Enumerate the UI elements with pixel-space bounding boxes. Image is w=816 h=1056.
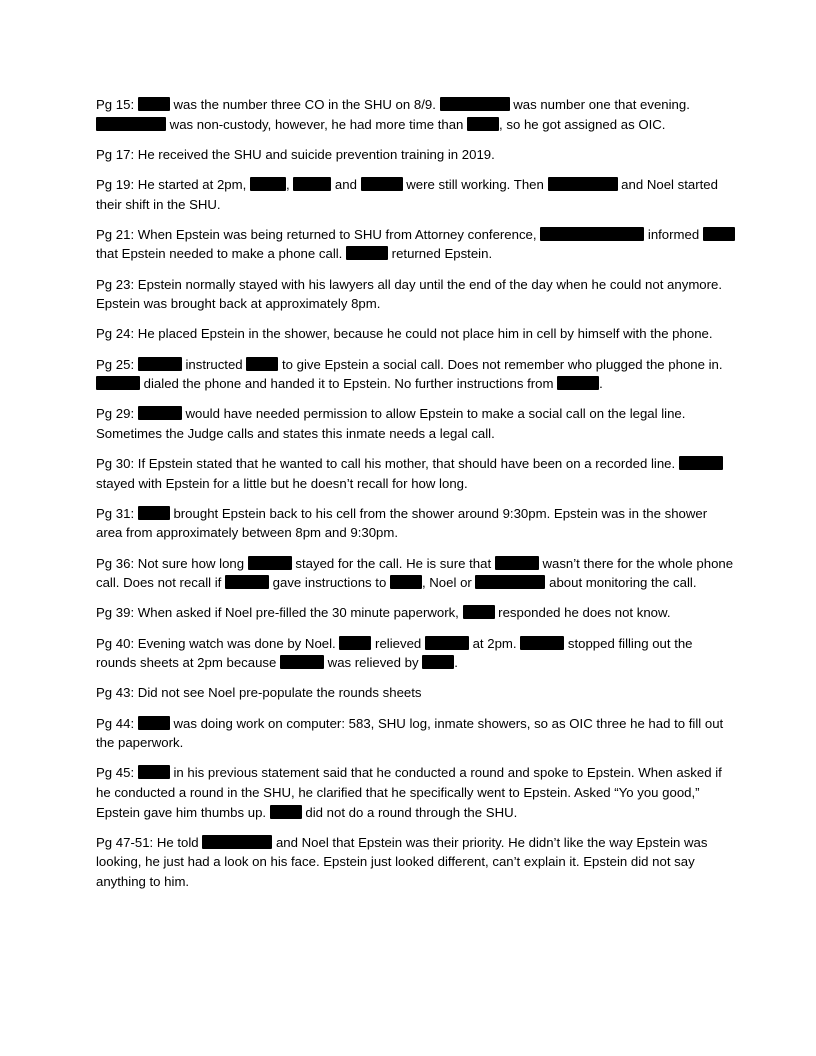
paragraph-pg21 [96,225,736,264]
redaction-box [495,556,539,570]
paragraph-text: was the number three CO in the SHU on 8/9. [169,97,440,112]
redaction-box [679,456,723,470]
paragraph-pg23 [96,275,736,314]
redaction-box [339,636,371,650]
paragraph-pg31 [96,504,736,543]
redaction-box [250,177,286,191]
paragraph-text: stopped filling out the rounds sheets at 2pm because [96,635,693,671]
paragraph-text: , [285,176,294,192]
paragraph-text: that Epstein needed to make a phone call. [96,246,347,262]
paragraph-text: Pg 44: [96,715,138,731]
paragraph-text: informed [644,226,703,242]
paragraph-text: Pg 17: He received the SHU and suicide prevention training in 2019. [96,146,495,162]
redaction-box [703,227,735,241]
redaction-box [540,227,644,241]
paragraph-text: Pg 40: Evening watch was done by Noel. [96,635,340,651]
redaction-box [463,605,495,619]
paragraph-text: stayed with Epstein for a little but he doesn’t recall for how long. [96,475,468,491]
paragraph-text: . [454,655,458,671]
redaction-box [138,716,170,730]
paragraph-pg29 [96,404,736,443]
paragraph-text: about monitoring the call. [545,575,697,591]
paragraph-text: Pg 15: [96,97,138,112]
redaction-box [361,177,403,191]
redaction-box [557,376,599,390]
paragraph-text: Pg 31: [96,505,138,521]
paragraph-text: , so he got assigned as OIC. [499,116,666,132]
paragraph-text: Pg 43: Did not see Noel pre-populate the rounds sheets [96,685,422,701]
paragraph-text: , Noel or [421,575,476,591]
paragraph-pg39 [96,603,736,623]
paragraph-text: relieved [371,635,425,651]
paragraph-text: Pg 47-51: He told [96,834,203,850]
paragraph-pg40 [96,634,736,673]
redaction-box [467,117,499,131]
paragraph-text: in his previous statement said that he conducted a round and spoke to Epstein. When asked if he conducted a round in the SHU, he clarified that he specifically went to Epstein. Asked “Yo you good,” Epstein gave him thumbs up. [96,765,722,820]
paragraph-pg24 [96,324,736,344]
paragraph-pg25 [96,355,736,394]
paragraph-text: brought Epstein back to his cell from the shower around 9:30pm. Epstein was in the shower area from approximately between 8pm and 9:30pm. [96,505,708,541]
paragraph-pg15 [96,95,736,134]
paragraph-text: Pg 21: When Epstein was being returned to SHU from Attorney conference, [96,226,541,242]
paragraph-pg17 [96,145,736,165]
paragraph-text: stayed for the call. He is sure that [291,555,495,571]
paragraph-text: to give Epstein a social call. Does not remember who plugged the phone in. [278,356,723,372]
redaction-box [225,575,269,589]
paragraph-text: would have needed permission to allow Epstein to make a social call on the legal line. Sometimes the Judge calls and states this inmate needs a legal call. [96,406,686,441]
paragraph-text: and [331,176,361,192]
redaction-box [246,357,278,371]
paragraph-text: Pg 36: Not sure how long [96,555,248,571]
redaction-box [346,246,388,260]
paragraph-text: Pg 30: If Epstein stated that he wanted to call his mother, that should have been on a recorded line. [96,456,679,472]
redaction-box [520,636,564,650]
paragraph-text: Pg 39: When asked if Noel pre-filled the 30 minute paperwork, [96,605,463,621]
redaction-box [280,655,324,669]
redaction-box [138,357,182,371]
paragraph-text: did not do a round through the SHU. [301,804,518,820]
paragraph-text: Pg 24: He placed Epstein in the shower, because he could not place him in cell by himself with the phone. [96,326,713,342]
paragraph-text: dialed the phone and handed it to Epstein. No further instructions from [140,376,558,392]
paragraph-pg43 [96,683,736,703]
paragraph-text: Pg 29: [96,406,138,422]
document-page [96,95,736,902]
paragraph-text: returned Epstein. [388,246,493,262]
paragraph-text: instructed [181,356,247,372]
paragraph-text: and Noel started their shift in the SHU. [96,176,718,212]
paragraph-text: Pg 25: [96,356,138,372]
paragraph-text: were still working. Then [402,176,548,192]
paragraph-text: Pg 19: He started at 2pm, [96,176,250,192]
redaction-box [138,765,170,779]
paragraph-text: gave instructions to [269,575,390,591]
redaction-box [390,575,422,589]
redaction-box [270,805,302,819]
redaction-box [138,406,182,420]
paragraph-text: . [599,376,603,392]
redaction-box [138,506,170,520]
redaction-box [422,655,454,669]
paragraph-text: was number one that evening. [509,97,690,112]
redaction-box [548,177,618,191]
paragraph-pg44 [96,714,736,753]
paragraph-text: at 2pm. [468,635,521,651]
paragraph-pg30 [96,454,736,493]
paragraph-text: responded he does not know. [494,605,671,621]
redaction-box [138,97,170,111]
paragraph-text: was relieved by [324,655,423,671]
paragraph-text: Pg 23: Epstein normally stayed with his lawyers all day until the end of the day when he could not anymore. Epstein was brought back at approximately 8pm. [96,276,723,312]
paragraph-text: and Noel that Epstein was their priority. He didn’t like the way Epstein was looking, he just had a look on his face. Epstein just looked different, can’t explain it. Epstein did not say anything to him. [96,834,708,889]
paragraph-pg36 [96,554,736,593]
redaction-box [96,117,166,131]
redaction-box [202,835,272,849]
paragraph-pg19 [96,175,736,214]
paragraph-pg47-51 [96,833,736,892]
redaction-box [293,177,331,191]
redaction-box [475,575,545,589]
redaction-box [440,97,510,111]
paragraph-pg45 [96,763,736,822]
redaction-box [248,556,292,570]
redaction-box [96,376,140,390]
paragraph-text: was non-custody, however, he had more time than [166,116,468,132]
paragraph-text: wasn’t there for the whole phone call. Does not recall if [96,555,734,591]
paragraph-text: Pg 45: [96,765,138,781]
paragraph-text: was doing work on computer: 583, SHU log, inmate showers, so as OIC three he had to fill out the paperwork. [96,715,724,751]
redaction-box [425,636,469,650]
